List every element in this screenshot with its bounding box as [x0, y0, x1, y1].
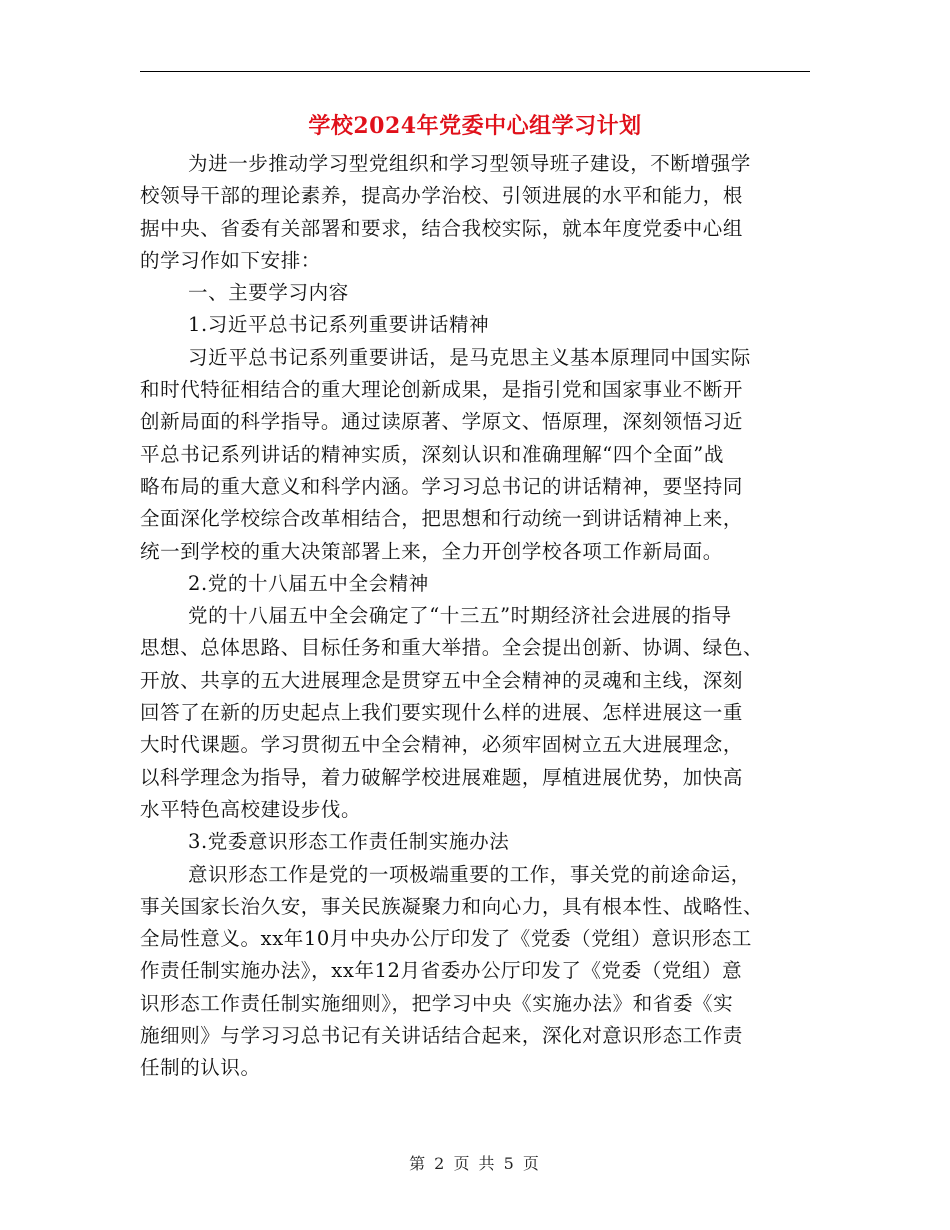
paragraph-line: 大时代课题。学习贯彻五中全会精神，必须牢固树立五大进展理念，: [140, 733, 744, 757]
paragraph-line: 创新局面的科学指导。通过读原著、学原文、悟原理，深刻领悟习近: [140, 410, 744, 434]
paragraph-line: 任制的认识。: [140, 1056, 261, 1080]
paragraph-line: 事关国家长治久安，事关民族凝聚力和向心力，具有根本性、战略性、: [140, 894, 764, 918]
paragraph-line: 以科学理念为指导，着力破解学校进展难题，厚植进展优势，加快高: [140, 765, 744, 789]
paragraph-line: 意识形态工作是党的一项极端重要的工作，事关党的前途命运，: [188, 862, 751, 886]
paragraph-line: 全局性意义。xx年10月中央办公厅印发了《党委（党组）意识形态工: [140, 927, 753, 951]
paragraph-line: 平总书记系列讲话的精神实质，深刻认识和准确理解“四个全面”战: [140, 442, 724, 466]
section-heading: 一、主要学习内容: [188, 281, 349, 305]
header-rule: [140, 71, 810, 72]
paragraph-line: 和时代特征相结合的重大理论创新成果，是指引党和国家事业不断开: [140, 378, 744, 402]
page-number: 第 2 页 共 5 页: [409, 1154, 541, 1173]
paragraph-line: 统一到学校的重大决策部署上来，全力开创学校各项工作新局面。: [140, 539, 723, 563]
paragraph-line: 略布局的重大意义和科学内涵。学习习总书记的讲话精神，要坚持同: [140, 474, 744, 498]
document-title: 学校2024年党委中心组学习计划: [308, 113, 642, 139]
subsection-heading: 3.党委意识形态工作责任制实施办法: [188, 830, 510, 854]
subsection-heading: 1.习近平总书记系列重要讲话精神: [188, 313, 490, 337]
paragraph-line: 据中央、省委有关部署和要求，结合我校实际，就本年度党委中心组: [140, 216, 744, 240]
paragraph-line: 施细则》与学习习总书记有关讲话结合起来，深化对意识形态工作责: [140, 1024, 744, 1048]
paragraph-line: 识形态工作责任制实施细则》，把学习中央《实施办法》和省委《实: [140, 991, 734, 1015]
paragraph-line: 作责任制实施办法》，xx年12月省委办公厅印发了《党委（党组）意: [140, 959, 743, 983]
document-body: [140, 148, 812, 1085]
paragraph-line: 全面深化学校综合改革相结合，把思想和行动统一到讲话精神上来，: [140, 507, 744, 531]
paragraph-line: 的学习作如下安排：: [140, 248, 321, 272]
paragraph-line: 习近平总书记系列重要讲话，是马克思主义基本原理同中国实际: [188, 345, 751, 369]
paragraph-line: 回答了在新的历史起点上我们要实现什么样的进展、怎样进展这一重: [140, 701, 744, 725]
paragraph-line: 水平特色高校建设步伐。: [140, 797, 362, 821]
paragraph-line: 思想、总体思路、目标任务和重大举措。全会提出创新、协调、绿色、: [140, 636, 764, 660]
paragraph-line: 为进一步推动学习型党组织和学习型领导班子建设，不断增强学: [188, 152, 751, 175]
subsection-heading: 2.党的十八届五中全会精神: [188, 571, 429, 595]
paragraph-line: 开放、共享的五大进展理念是贯穿五中全会精神的灵魂和主线，深刻: [140, 668, 744, 692]
paragraph-line: 校领导干部的理论素养，提高办学治校、引领进展的水平和能力，根: [140, 184, 744, 208]
paragraph-line: 党的十八届五中全会确定了“十三五”时期经济社会进展的指导: [188, 604, 732, 628]
